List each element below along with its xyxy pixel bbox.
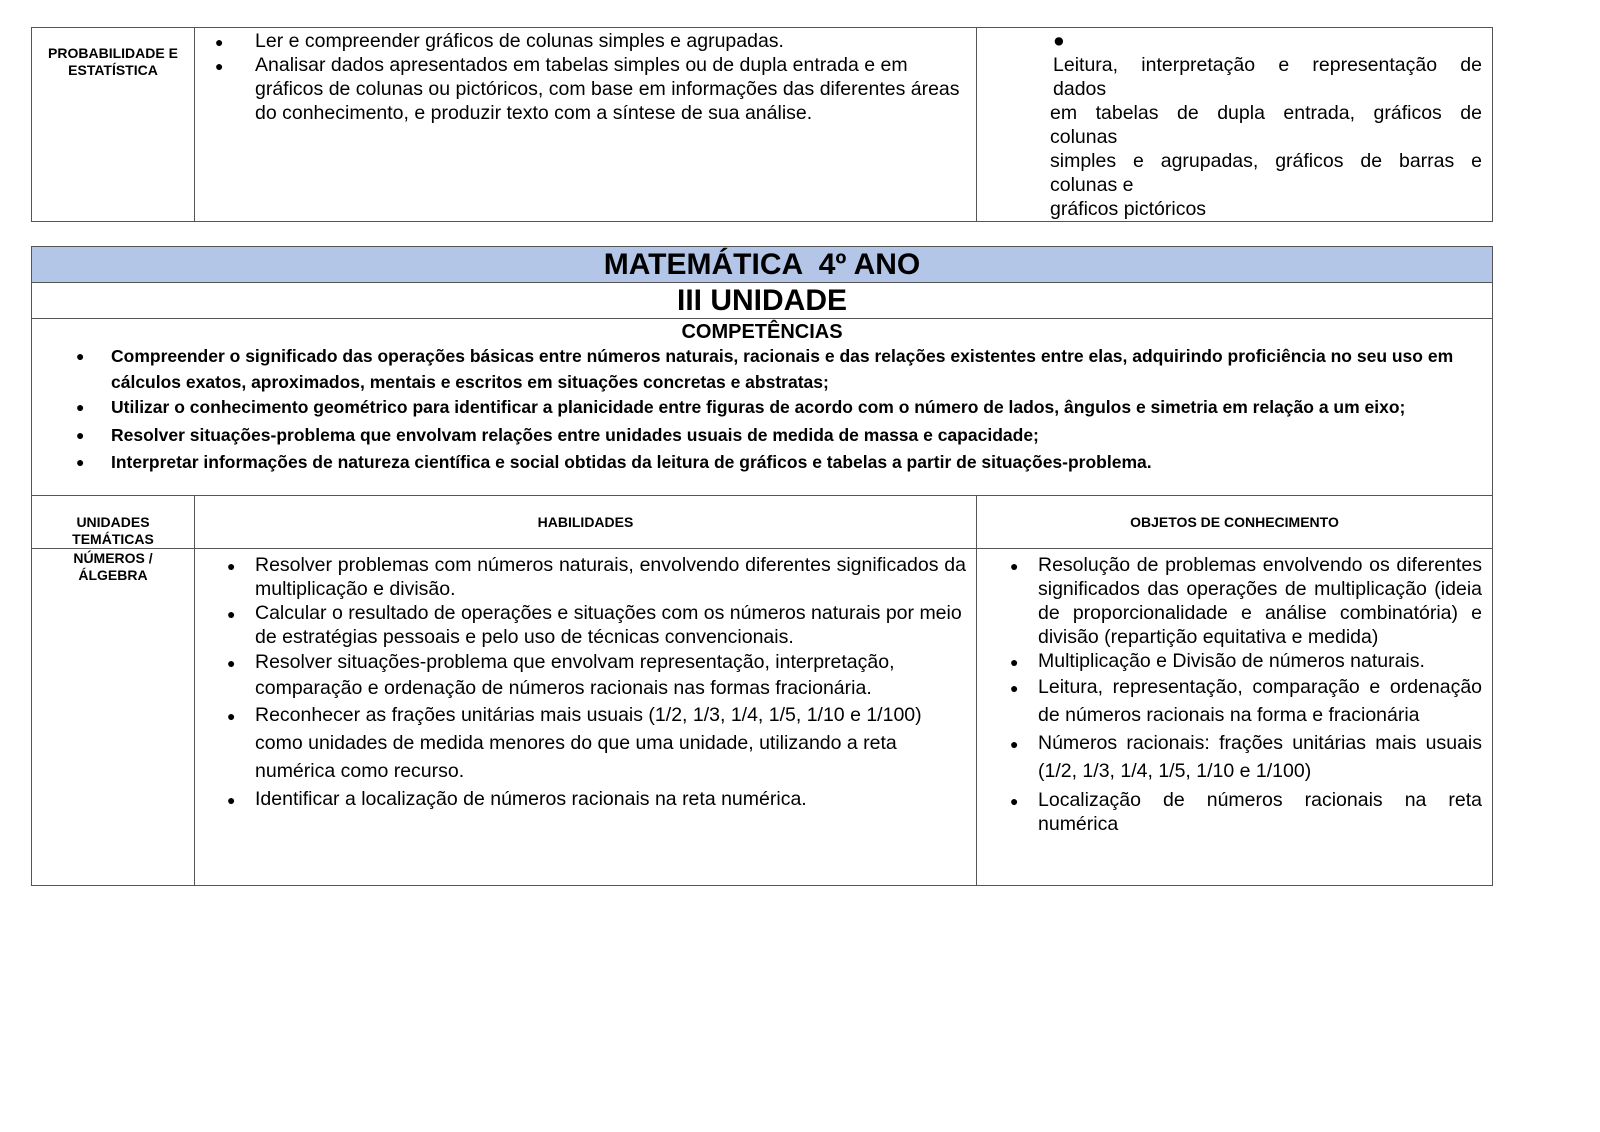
list-item: ● Calcular o resultado de operações e situações com os números naturais por meio de estratégias pessoais e pelo uso de técnicas convencionais. xyxy=(227,602,962,648)
list-item: ● Números racionais: frações unitárias mais usuais (1/2, 1/3, 1/4, 1/5, 1/10 e 1/100) xyxy=(1010,732,1483,782)
page-title: MATEMÁTICA 4º ANO xyxy=(32,247,1493,283)
bullet-icon: ● xyxy=(1010,558,1019,574)
unit-label: NÚMEROS / ÁLGEBRA xyxy=(73,550,153,583)
title-row xyxy=(32,247,1493,283)
bullet-icon: ● xyxy=(1010,654,1019,670)
list-item: ● Resolução de problemas envolvendo os diferentes significados das operações de multiplicação (ideia de proporcionalidade e análise combinatória) e divisão (repartição equitativa e medida) xyxy=(1010,554,1483,648)
bullet-icon: ● xyxy=(227,708,236,724)
list-item: ● Localização de números racionais na reta numérica xyxy=(1010,789,1483,835)
bullet-icon: ● xyxy=(1010,680,1019,696)
competencia-item: ● Utilizar o conhecimento geométrico para identificar a planicidade entre figuras de acordo com o número de lados, ângulos e simetria em relação a um eixo; xyxy=(32,395,1492,421)
competencia-item: ● Interpretar informações de natureza científica e social obtidas da leitura de gráficos e tabelas a partir de situações-problema. xyxy=(32,450,1492,476)
objects-cell xyxy=(977,28,1493,222)
unit-label: PROBABILIDADE E ESTATÍSTICA xyxy=(48,45,178,78)
bullet-icon: ● xyxy=(227,792,236,808)
bullet-icon: ● xyxy=(76,426,85,443)
header-objetos: OBJETOS DE CONHECIMENTO xyxy=(977,496,1493,549)
competencia-item: ● Resolver situações-problema que envolvam relações entre unidades usuais de medida de massa e capacidade; xyxy=(32,423,1492,449)
header-unidades: UNIDADES TEMÁTICAS xyxy=(32,496,195,549)
list-item: ● Leitura, interpretação e representação de dados em tabelas de dupla entrada, gráficos de colunas simples e agrupadas, gráficos de barras e colunas e gráficos pictóricos xyxy=(1050,30,1482,220)
unit-cell xyxy=(32,28,195,222)
bullet-icon: ● xyxy=(1053,30,1065,52)
list-item: ● Identificar a localização de números racionais na reta numérica. xyxy=(195,785,966,813)
competencias-cell xyxy=(32,319,1493,496)
bullet-icon: ● xyxy=(227,655,236,671)
bullet-icon: ● xyxy=(76,399,85,415)
objects-cell xyxy=(977,549,1493,886)
unit-title: III UNIDADE xyxy=(32,283,1493,319)
unit-cell xyxy=(32,549,195,886)
bullet-icon: ● xyxy=(76,454,85,470)
list-item: ● Analisar dados apresentados em tabelas simples ou de dupla entrada e em gráficos de colunas ou pictóricos, com base em informações das diferentes áreas do conhecimento, e produzir texto com a síntese de sua análise. xyxy=(215,54,960,124)
header-habilidades: HABILIDADES xyxy=(195,496,977,549)
matematica-table xyxy=(31,246,1493,886)
column-header-row xyxy=(32,496,1493,549)
list-item: ● Ler e compreender gráficos de colunas simples e agrupadas. xyxy=(215,30,784,52)
probabilidade-row xyxy=(32,28,1493,222)
bullet-icon: ● xyxy=(76,348,85,364)
list-item: ● Resolver problemas com números naturais, envolvendo diferentes significados da multiplicação e divisão. xyxy=(227,554,966,600)
bullet-icon: ● xyxy=(1010,736,1019,752)
bullet-icon: ● xyxy=(215,58,224,74)
list-item: ● Leitura, representação, comparação e ordenação de números racionais na forma e fracionária xyxy=(1010,676,1483,726)
unit-row xyxy=(32,283,1493,319)
bullet-icon: ● xyxy=(1010,793,1019,809)
probabilidade-table xyxy=(31,27,1493,222)
competencias-title: COMPETÊNCIAS xyxy=(681,321,843,343)
competencias-row xyxy=(32,319,1493,496)
list-item: ● Multiplicação e Divisão de números naturais. xyxy=(1010,650,1425,672)
competencia-item: ● Compreender o significado das operações básicas entre números naturais, racionais e das relações existentes entre elas, adquirindo proficiência no seu uso em cálculos exatos, aproximados, mentais e escritos em situações concretas e abstratas; xyxy=(76,346,1454,392)
bullet-icon: ● xyxy=(227,606,236,622)
list-item: ● Resolver situações-problema que envolvam representação, interpretação, comparação e ordenação de números racionais nas formas fracionária. xyxy=(227,651,895,699)
bullet-icon: ● xyxy=(227,558,236,574)
skills-cell xyxy=(195,549,977,886)
list-item: ● Reconhecer as frações unitárias mais usuais (1/2, 1/3, 1/4, 1/5, 1/10 e 1/100) como unidades de medida menores do que uma unidade, utilizando a reta numérica como recurso. xyxy=(227,704,922,782)
bullet-icon: ● xyxy=(215,34,224,50)
skills-cell xyxy=(195,28,977,222)
numeros-row xyxy=(32,549,1493,886)
